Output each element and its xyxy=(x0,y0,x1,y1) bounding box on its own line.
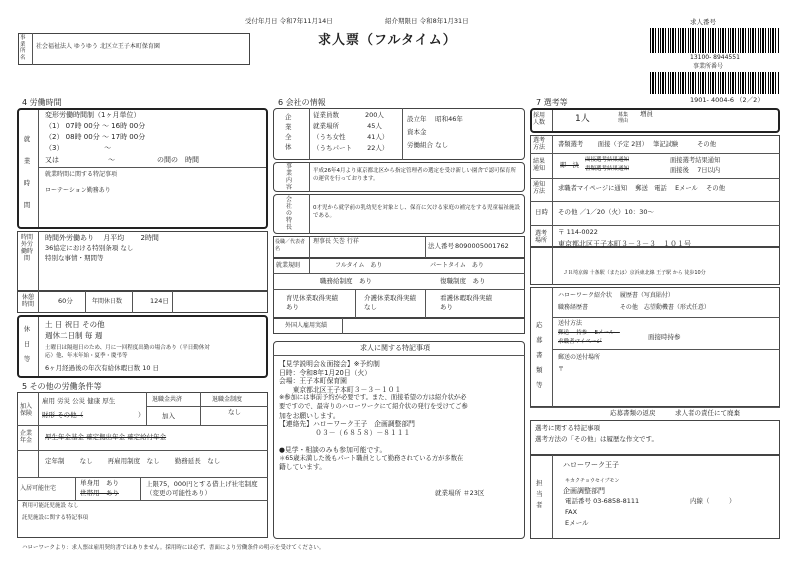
representative-value: 理事長 矢巻 行祥 xyxy=(313,238,359,245)
special-note-line xyxy=(279,437,523,446)
office-name: 社会福祉法人 ゆうゆう 北区立王子本町保育園 xyxy=(36,43,160,50)
notice-label: 通知方法 xyxy=(533,181,546,195)
overtime-line: 時間外労働あり 月平均 2時間 xyxy=(45,234,159,242)
section-4-heading: 4 労働時間 xyxy=(22,98,62,107)
documents-label: 応募書類等 xyxy=(536,321,543,389)
special-notes-title: 求人に関する特記事項 xyxy=(360,344,430,352)
special-note-line: 籍しています。 xyxy=(279,463,327,472)
date-label: 日時 xyxy=(535,208,548,216)
rules-part: パートタイム あり xyxy=(430,262,484,269)
deadline-date: 紹介期限日 令和8年1月31日 xyxy=(385,17,469,25)
section-6-heading: 6 会社の情報 xyxy=(278,98,326,107)
rules-full: フルタイム あり xyxy=(335,262,383,269)
send-method-label: 送付方法 xyxy=(558,320,583,327)
contact-label: 担当者 xyxy=(536,479,543,509)
business-label: 事業内容 xyxy=(286,163,293,191)
founded: 設立年 昭和46年 xyxy=(407,115,463,123)
paid-leave: 6ヶ月経過後の年次有給休暇日数 10 日 xyxy=(45,364,160,372)
contact-extension: 内線（ ） xyxy=(690,497,736,505)
send-mypage: 求職者マイページ xyxy=(558,339,602,345)
section-5-heading: 5 その他の労働条件等 xyxy=(22,382,102,391)
rules-label: 就業規則 xyxy=(276,262,301,269)
insurance-label: 加入保険 xyxy=(20,403,33,417)
special-note-line: ●見学・相談のみも参加可能です。 xyxy=(279,445,387,454)
result-interview: 面接選考結果通知 xyxy=(670,157,721,164)
result-notify-2: 書類選考結果通知 xyxy=(585,166,630,172)
job-number-label: 求人番号 xyxy=(690,18,716,26)
special-note-line: 【見学説明会＆面接会】※予約制 xyxy=(279,360,380,368)
selection-special-2: 選考方法の「その他」は履歴な作文です。 xyxy=(535,435,658,443)
result-notify-1: 面接選考結果通知 xyxy=(585,157,630,163)
special-note-line: ０３－（６８５８）－８１１１ xyxy=(279,428,411,437)
pension-items: 厚生年金基金 確定拠出年金 確定給付年金 xyxy=(45,433,167,441)
employee-female: （うち女性 41人） xyxy=(313,133,389,141)
corporate-number-label: 法人番号 xyxy=(428,242,454,250)
office-number-label: 事業所番号 xyxy=(693,63,724,70)
office-number: 1901- 4004-6 （2／2） xyxy=(690,96,764,104)
break-label: 休憩時間 xyxy=(21,294,34,308)
hours-special-label: 就業時間に関する特記事項 xyxy=(45,171,118,178)
feature-label: 会社の特長 xyxy=(286,196,293,231)
reason-value: 増員 xyxy=(640,110,653,118)
holiday-days: 124日 xyxy=(150,297,169,305)
holiday-days-label: 年間休日数 xyxy=(92,298,123,305)
return-documents: 応募書類の返戻 求人者の責任にて廃棄 xyxy=(610,409,740,417)
contact-kana: キカクチョウセイブモン xyxy=(565,478,620,484)
send-zip: 〒 xyxy=(558,366,565,373)
selection-special-1: 選考に関する特記事項 xyxy=(535,424,600,432)
holiday-label: 休日等 xyxy=(23,325,31,363)
date-value: その他 ／1／20（火）10：30～ xyxy=(558,208,655,216)
shift-2: （2） 08時 00分 ～ 17時 00分 xyxy=(45,133,146,141)
contact-phone: 電話番号 03-6858-8111 xyxy=(565,497,640,505)
job-number-barcode xyxy=(650,28,780,53)
shift-1: （1） 07時 00分 ～ 16時 00分 xyxy=(45,122,146,130)
contact-email: Eメール xyxy=(565,519,589,527)
childcare-label: 利用可能託児施設 なし xyxy=(22,503,79,509)
footer-note: ハローワークより：求人票は雇用契約書ではありません。採用時には必ず、書面により労働条件の明示を受けてください。 xyxy=(22,545,325,551)
special-note-line: 要ですので、最寄りのハローワークにて紹介状の発行を受けてご参 xyxy=(279,402,468,410)
notice-items: 求職者マイページに通知 郵送 電話 Eメール その他 xyxy=(558,185,726,192)
representative-label: 役職／代表者名 xyxy=(275,239,306,252)
documents-line-2: 職務経歴書 その他 志望動機書（形式任意） xyxy=(558,304,710,311)
send-method-items: 郵送 持参 Eメール xyxy=(558,330,620,336)
section-7-heading: 7 選考等 xyxy=(536,98,568,107)
hours-special-text: ローテーション勤務あり xyxy=(45,187,111,194)
method-label: 選考方法 xyxy=(533,137,546,151)
break-box xyxy=(17,291,268,313)
venue-access: ＪＲ埼京線 十条駅（または）京浜東北線 王子駅 から 徒歩10分 xyxy=(563,270,706,276)
feature-text: 0才児から就学前の乳幼児を対象とし、保育に欠ける家庭の補完をする児童福祉施設である。 xyxy=(313,205,521,219)
insurance-line-1: 雇用 労災 公災 健康 厚生 xyxy=(42,397,116,405)
childcare-leave: 育児休業取得実績 あり xyxy=(286,294,345,311)
special-note-line: 東京都北区王子本町３－３－１０１ xyxy=(279,385,402,394)
mutual-aid-label: 退職金共済 xyxy=(152,396,183,403)
received-date: 受付年月日 令和7年11月14日 xyxy=(245,17,333,25)
reason-label: 募集理由 xyxy=(618,112,629,124)
result-label: 結果通知 xyxy=(533,158,546,172)
foreign-label: 外国人雇用実績 xyxy=(285,322,328,329)
childcare-special: 託児施設に関する特記事項 xyxy=(22,515,89,521)
office-number-barcode xyxy=(650,72,780,94)
mutual-aid-value: 加入 xyxy=(162,412,175,420)
shift-3: （3） ～ xyxy=(45,144,112,152)
insurance-close: ） xyxy=(138,411,145,419)
venue-label: 選考場所 xyxy=(535,230,548,244)
overtime-36: 36協定における特別条項 なし xyxy=(45,244,134,252)
nursing-leave: 看護休暇取得実績 あり xyxy=(440,294,499,311)
overtime-special: 特別な事情・期間等 xyxy=(45,254,104,262)
hire-count-box xyxy=(530,108,780,133)
result-days: 面接後 7日以内 xyxy=(670,167,721,174)
special-note-line: 日時：令和8年1月20日（火） xyxy=(279,368,372,377)
employee-place: 就業場所 45人 xyxy=(313,122,382,130)
employee-box xyxy=(273,108,525,160)
company-rent: 上限75，000円とする借上げ社宅制度（変更の可能性あり） xyxy=(146,480,258,497)
care-leave: 介護休業取得実績 なし xyxy=(364,294,423,311)
page-title: 求人票（フルタイム） xyxy=(318,33,457,48)
shift-title: 変形労働時間制（1ヶ月単位） xyxy=(45,111,141,119)
housing-family: 世帯用 あり xyxy=(80,489,119,497)
pension-label: 企業年金 xyxy=(20,430,33,444)
contact-department: 企画調整部門 xyxy=(563,487,605,495)
overtime-label: 時間外労働時間 xyxy=(20,234,33,262)
special-note-line: 加をお願いします。 xyxy=(279,411,340,420)
housing-label: 入居可能住宅 xyxy=(20,485,57,492)
retirement-label: 退職金制度 xyxy=(212,396,243,403)
venue-address: 東京都北区王子本町３－３－３ １０１号 xyxy=(558,240,691,248)
work-place-number: 就業場所 ＃23区 xyxy=(435,489,485,497)
holiday-note-1: 土曜日は隔週日のため、月に一回程度出勤の場合あり（平日勤休対 xyxy=(45,345,210,351)
contact-fax: FAX xyxy=(565,508,578,516)
weekly-holiday: 週休二日制 毎 週 xyxy=(45,331,103,340)
business-text: 平成26年4月より東京都北区から指定管理者の選定を受け新しい園舎で認可保育所の運営を行っております。 xyxy=(313,168,517,182)
employee-total: 従業員数 200人 xyxy=(313,111,384,119)
retire-age: 定年制 なし 再雇用制度 なし 勤務延長 なし xyxy=(45,457,221,465)
holiday-line: 土 日 祝日 その他 xyxy=(45,320,105,329)
method-items: 書類選考 面接（予定 2回） 筆記試験 その他 xyxy=(558,141,716,148)
holiday-note-2: 応）他、年末年始・夏季・慶弔等 xyxy=(45,353,128,359)
venue-zip: 〒 114-0022 xyxy=(558,228,598,236)
contact-office: ハローワーク王子 xyxy=(563,461,619,469)
capital: 資本金 xyxy=(407,128,427,136)
shift-or: 又は ～ の間の 時間 xyxy=(45,156,199,164)
office-name-label: 事業所名 xyxy=(20,35,26,61)
result-immediate: 即 決 xyxy=(560,162,579,169)
send-address-label: 郵送の送付場所 xyxy=(558,354,601,361)
work-hours-label: 就業時間 xyxy=(23,135,31,209)
documents-line-1: ハローワーク紹介状 履歴書（写真貼付） xyxy=(558,292,674,299)
send-bring: 面接時持参 xyxy=(648,333,681,341)
special-note-line: 会場：王子本町保育園 xyxy=(279,377,347,386)
corporate-number: 8090005001762 xyxy=(455,242,509,250)
venue-box xyxy=(530,247,780,285)
special-note-line: ※参加には事前予約が必要です。また、面接希望の方は紹介状が必 xyxy=(279,394,467,402)
special-note-line: 【連絡先】ハローワーク王子 企画調整部門 xyxy=(279,420,415,429)
hire-count-label: 採用人数 xyxy=(533,112,546,126)
insurance-line-2: 財形 その他（ xyxy=(42,411,84,419)
union: 労働組合 なし xyxy=(407,141,449,149)
employee-label: 企業全体 xyxy=(285,113,292,151)
retirement-value: なし xyxy=(228,408,241,416)
employee-part: （うちパート 22人） xyxy=(313,144,389,152)
hire-count: 1人 xyxy=(575,114,590,124)
job-number: 13100- 8944551 xyxy=(690,54,740,61)
return-system: 復職制度 あり xyxy=(440,277,486,285)
break-value: 60分 xyxy=(58,297,73,305)
special-note-line: ＊65歳未満した後もパート職員として勤務されている方が多数在 xyxy=(279,454,464,462)
special-notes-body xyxy=(279,360,523,472)
job-pay-system: 職務給制度 あり xyxy=(320,277,372,285)
housing-single: 単身用 あり xyxy=(80,479,119,487)
